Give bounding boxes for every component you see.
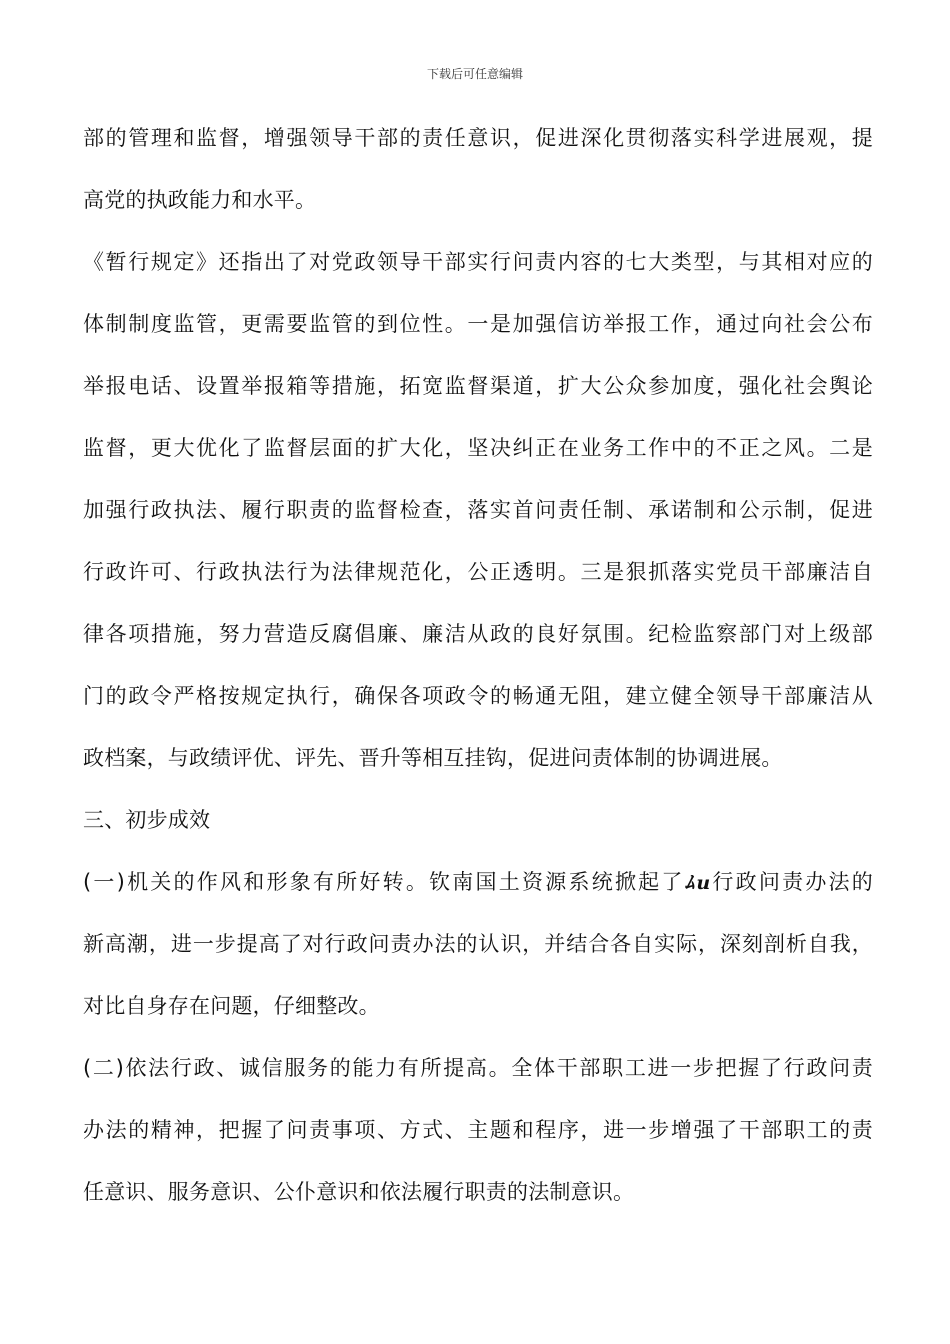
document-body [83, 115, 873, 1231]
text-line: (二)依法行政、诚信服务的能力有所提高。全体干部职工进一步把握了行政问责 [83, 1056, 873, 1080]
section-heading: 三、初步成效 [83, 808, 211, 832]
text-line: 办法的精神，把握了问责事项、方式、主题和程序，进一步增强了干部职工的责 [83, 1118, 873, 1142]
text-segment: 行政问责办法的 [710, 870, 873, 894]
text-segment: (一)机关的作风和形象有所好转。钦南国土资源系统掀起了 [83, 870, 685, 894]
text-line: 行政许可、行政执法行为法律规范化，公正透明。三是狠抓落实党员干部廉洁自 [83, 560, 873, 584]
text-line-with-glyph [83, 859, 873, 921]
text-line: 体制制度监管，更需要监管的到位性。一是加强信访举报工作，通过向社会公布 [83, 312, 873, 336]
text-line: 举报电话、设置举报箱等措施，拓宽监督渠道，扩大公众参加度，强化社会舆论 [83, 374, 873, 398]
text-line: 监督，更大优化了监督层面的扩大化，坚决纠正在业务工作中的不正之风。二是 [83, 436, 873, 460]
text-line: 任意识、服务意识、公仆意识和依法履行职责的法制意识。 [83, 1180, 635, 1204]
garbled-glyph: ﾑи [684, 872, 711, 894]
text-line: 部的管理和监督，增强领导干部的责任意识，促进深化贯彻落实科学进展观，提 [83, 126, 873, 150]
text-line: 政档案，与政绩评优、评先、晋升等相互挂钩，促进问责体制的协调进展。 [83, 746, 783, 770]
page-header: 下载后可任意编辑 [426, 67, 523, 81]
text-line: 加强行政执法、履行职责的监督检查，落实首问责任制、承诺制和公示制，促进 [83, 498, 873, 522]
text-line: 高党的执政能力和水平。 [83, 188, 317, 212]
text-line: 门的政令严格按规定执行，确保各项政令的畅通无阻，建立健全领导干部廉洁从 [83, 684, 873, 708]
text-line: 《暂行规定》还指出了对党政领导干部实行问责内容的七大类型，与其相对应的 [83, 250, 873, 274]
text-line: 新高潮，进一步提高了对行政问责办法的认识，并结合各自实际，深刻剖析自我， [83, 932, 873, 956]
text-line: 对比自身存在问题，仔细整改。 [83, 994, 380, 1018]
text-line: 律各项措施，努力营造反腐倡廉、廉洁从政的良好氛围。纪检监察部门对上级部 [83, 622, 873, 646]
